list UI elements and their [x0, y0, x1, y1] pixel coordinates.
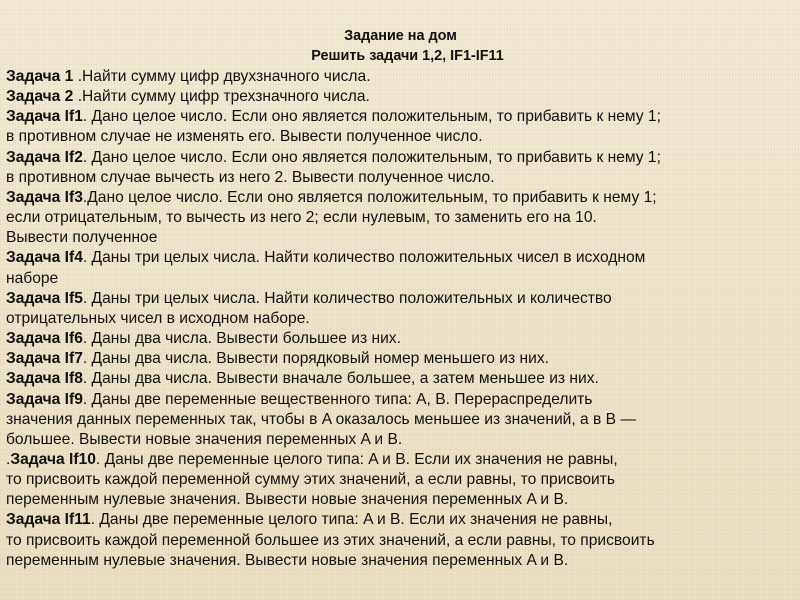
task-label: Задача If9	[6, 390, 83, 408]
task-label: Задача If8	[6, 370, 83, 388]
task-item	[6, 107, 796, 147]
task-text-line: отрицательных чисел в исходном наборе.	[6, 309, 310, 327]
task-text: .Дано целое число. Если оно является положительным, то прибавить к нему 1;	[82, 188, 657, 206]
task-item	[6, 67, 796, 87]
task-item	[6, 87, 796, 107]
task-text-line	[6, 390, 796, 410]
slide-subtitle: Решить задачи 1,2, IF1-IF11	[311, 48, 504, 64]
task-text-line	[6, 107, 796, 127]
task-text-line: то присвоить каждой переменной сумму этих значений, а если равны, то присвоить	[6, 471, 615, 489]
task-text-line	[6, 289, 796, 309]
slide-title: Задание на дом	[344, 28, 457, 44]
task-lead-mark: .	[6, 450, 11, 468]
task-text-line	[6, 510, 796, 530]
task-label: Задача If4	[6, 249, 83, 267]
task-label: Задача 1	[6, 68, 74, 85]
task-label: Задача 2	[6, 88, 74, 106]
task-text-line	[6, 450, 796, 470]
task-item	[6, 369, 796, 389]
slide	[6, 26, 796, 571]
task-text: . Даны две переменные целого типа: A и B. Если их значения не равны,	[95, 450, 618, 468]
task-label: Задача If5	[6, 289, 83, 307]
task-text: . Дано целое число. Если оно является положительным, то прибавить к нему 1;	[82, 108, 661, 126]
task-text: . Даны две переменные целого типа: A и B. Если их значения не равны,	[90, 511, 613, 529]
task-text-line	[6, 87, 796, 107]
task-text: .Найти сумму цифр двухзначного числа.	[73, 68, 371, 85]
task-text-line	[6, 349, 796, 369]
task-text-line	[6, 67, 796, 87]
task-text-line: в противном случае не изменять его. Вывести полученное число.	[6, 128, 483, 146]
task-text-line: в противном случае вычесть из него 2. Вывести полученное число.	[6, 168, 495, 186]
task-text-line: Вывести полученное	[6, 229, 158, 247]
task-text-line: переменным нулевые значения. Вывести новые значения переменных A и B.	[6, 551, 569, 569]
task-text-line: если отрицательным, то вычесть из него 2; если нулевым, то заменить его на 10.	[6, 209, 597, 227]
task-label: Задача If1	[6, 108, 83, 126]
task-text-line: значения данных переменных так, чтобы в A оказалось меньшее из значений, а в B —	[6, 410, 636, 428]
task-text-line	[6, 188, 796, 208]
slide-header	[19, 26, 796, 66]
task-text-line	[6, 369, 796, 389]
task-item	[6, 390, 796, 450]
task-text: . Даны три целых числа. Найти количество положительных и количество	[82, 289, 612, 307]
task-label: Задача If7	[6, 350, 83, 368]
task-text: . Даны три целых числа. Найти количество положительных чисел в исходном	[82, 249, 646, 267]
task-text: . Даны два числа. Вывести порядковый номер меньшего из них.	[82, 350, 549, 368]
task-text: . Даны два числа. Вывести большее из них.	[82, 330, 401, 348]
task-item	[6, 289, 796, 329]
task-text: . Дано целое число. Если оно является положительным, то прибавить к нему 1;	[82, 148, 661, 166]
task-text-line	[6, 329, 796, 349]
task-text-line: большее. Вывести новые значения переменных A и B.	[6, 430, 403, 448]
task-item	[6, 148, 796, 188]
task-text-line: переменным нулевые значения. Вывести новые значения переменных A и B.	[6, 491, 569, 509]
task-label: Задача If6	[6, 330, 83, 348]
task-text: . Даны два числа. Вывести вначале большее, а затем меньшее из них.	[82, 370, 599, 388]
task-label: Задача If3	[6, 188, 83, 206]
task-label: Задача If11	[6, 511, 91, 529]
task-text-line	[6, 148, 796, 168]
task-text: .Найти сумму цифр трехзначного числа.	[73, 88, 370, 106]
task-text-line: наборе	[6, 269, 59, 287]
task-label: Задача If2	[6, 148, 83, 166]
task-item	[6, 510, 796, 570]
task-item	[6, 349, 796, 369]
task-text-line: то присвоить каждой переменной большее из этих значений, а если равны, то присвоить	[6, 531, 655, 549]
task-item	[6, 188, 796, 248]
task-item	[6, 329, 796, 349]
task-text-line	[6, 248, 796, 268]
task-list	[6, 67, 796, 571]
task-item	[6, 450, 796, 510]
task-item	[6, 248, 796, 288]
task-text: . Даны две переменные вещественного типа: A, B. Перераспределить	[82, 390, 593, 408]
task-label: Задача If10	[10, 450, 96, 468]
